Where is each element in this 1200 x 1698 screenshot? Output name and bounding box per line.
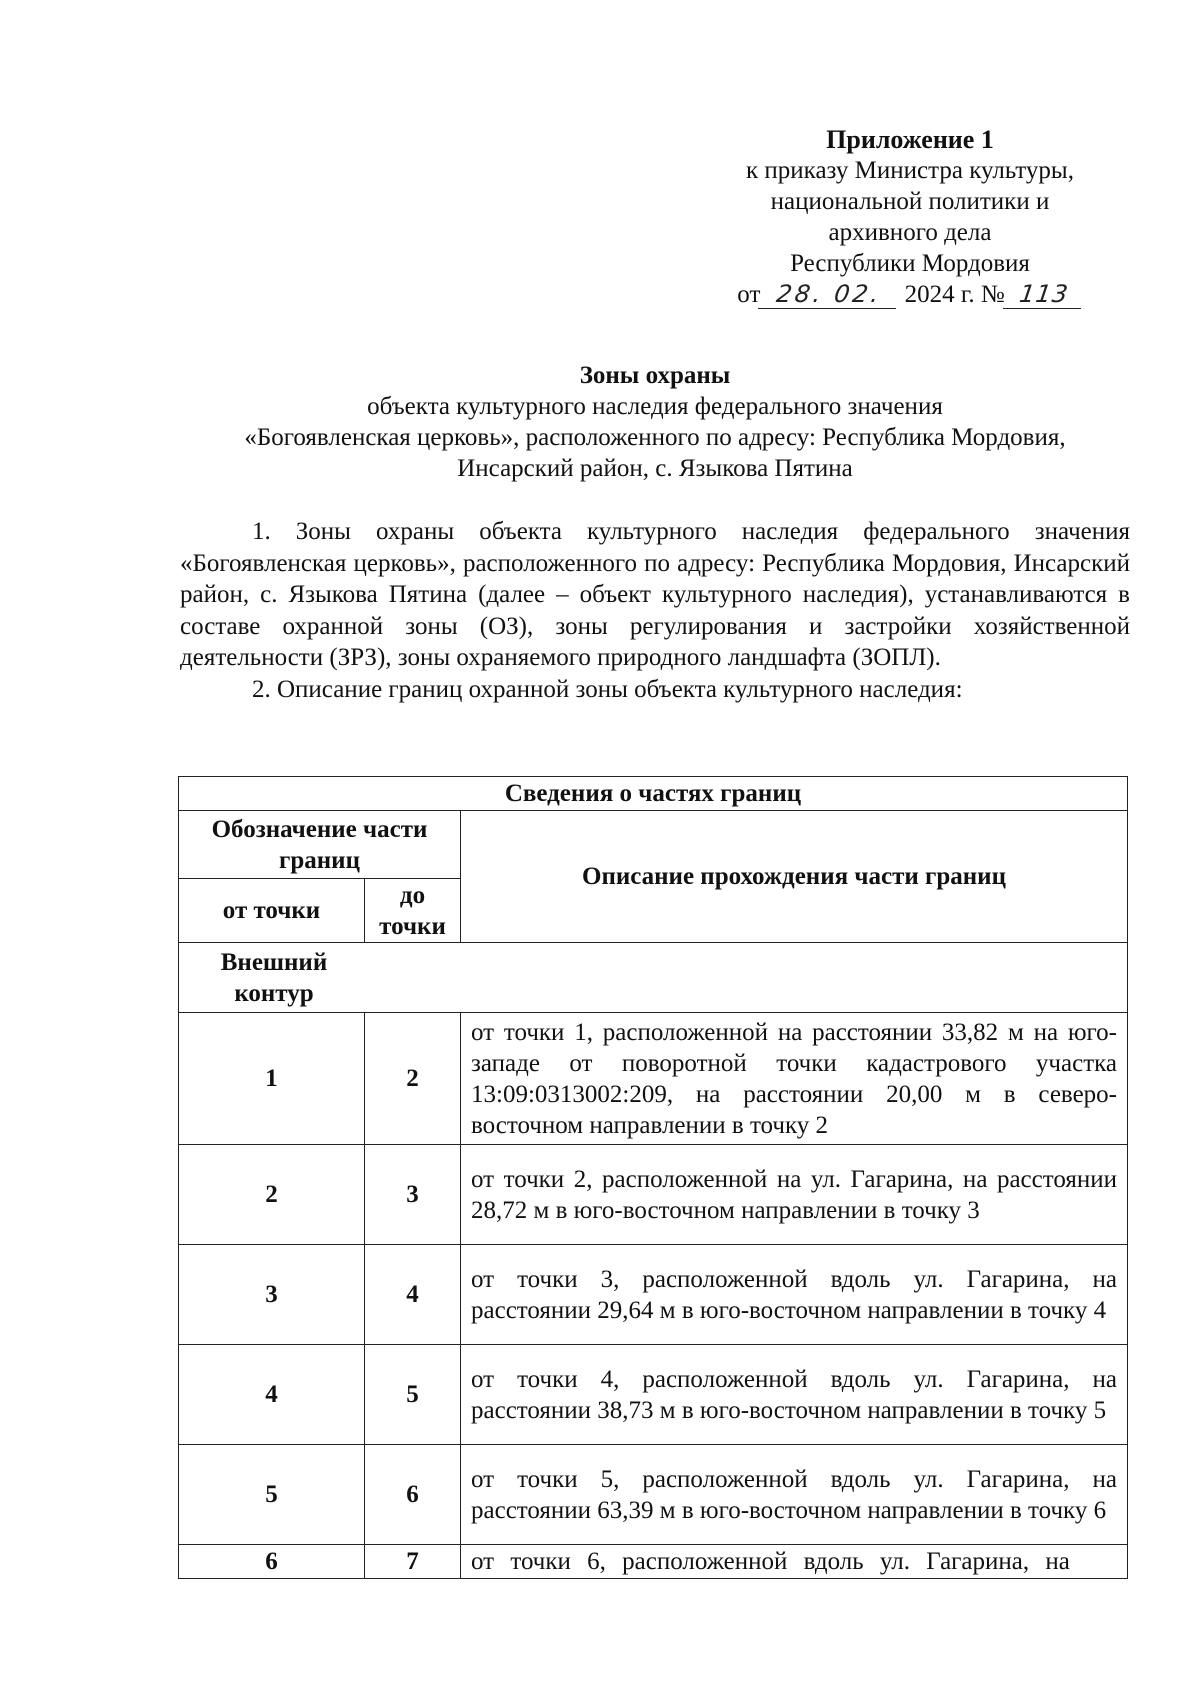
to-point: 7: [365, 1545, 461, 1579]
document-heading: [160, 360, 1150, 484]
table-caption: Сведения о частях границ: [179, 777, 1128, 811]
to-point: 4: [365, 1245, 461, 1345]
to-point: 3: [365, 1145, 461, 1245]
contour-label: Внешний контур: [220, 948, 328, 1007]
segment-description: от точки 3, расположенной вдоль ул. Гагарина, на расстоянии 29,64 м в юго-восточном направлении в точку 4: [461, 1245, 1128, 1345]
table-row: [179, 1545, 1128, 1579]
paragraph-2: 2. Описание границ охранной зоны объекта культурного наследия:: [252, 675, 963, 703]
appendix-line: архивного дела: [828, 219, 992, 246]
col-to-header: до точки: [365, 879, 461, 943]
appendix-line: к приказу Министра культуры,: [746, 157, 1074, 184]
handwritten-order-number: 113: [1003, 280, 1085, 309]
heading-line: Инсарский район, с. Языкова Пятина: [457, 455, 853, 482]
order-date-line: [700, 279, 1120, 310]
paragraph-1: 1. Зоны охраны объекта культурного наследия федерального значения «Богоявленская церковь», расположенного по адресу: Республика Мордовия, Инсарский район, с. Языкова Пятина (далее – объект культурного наследия), устанавливаются в составе охранной зоны (ОЗ), зоны регулирования и застройки хозяйственной деятельности (ЗРЗ), зоны охраняемого природного ландшафта (ЗОПЛ).: [180, 518, 1130, 671]
col-desc-header: Описание прохождения части границ: [461, 811, 1128, 943]
body-text: [180, 516, 1130, 705]
table-row: [179, 1445, 1128, 1545]
from-point: 6: [179, 1545, 365, 1579]
from-point: 5: [179, 1445, 365, 1545]
col-from-header: от точки: [179, 879, 365, 943]
segment-description: от точки 1, расположенной на расстоянии 33,82 м на юго-западе от поворотной точки кадастрового участка 13:09:0313002:209, на расстоянии 20,00 м в северо-восточном направлении в точку 2: [461, 1013, 1128, 1145]
from-point: 4: [179, 1345, 365, 1445]
from-point: 1: [179, 1013, 365, 1145]
boundary-table: [178, 776, 1128, 1579]
segment-description: от точки 4, расположенной вдоль ул. Гагарина, на расстоянии 38,73 м в юго-восточном направлении в точку 5: [461, 1345, 1128, 1445]
col-group-header: Обозначение части границ: [179, 811, 461, 879]
date-prefix: от: [737, 281, 761, 308]
handwritten-date: 28. 02.: [758, 280, 900, 309]
to-point: 2: [365, 1013, 461, 1145]
order-year-label: 2024 г. №: [904, 281, 1005, 308]
table-row: [179, 1145, 1128, 1245]
to-point: 5: [365, 1345, 461, 1445]
heading-title: Зоны охраны: [579, 362, 731, 389]
segment-description: от точки 2, расположенной на ул. Гагарина, на расстоянии 28,72 м в юго-восточном направлении в точку 3: [461, 1145, 1128, 1245]
segment-description: от точки 5, расположенной вдоль ул. Гагарина, на расстоянии 63,39 м в юго-восточном направлении в точку 6: [461, 1445, 1128, 1545]
table-row: [179, 1245, 1128, 1345]
appendix-title: Приложение 1: [826, 125, 994, 154]
table-row: [179, 1013, 1128, 1145]
appendix-line: национальной политики и: [770, 188, 1050, 215]
from-point: 2: [179, 1145, 365, 1245]
segment-description: от точки 6, расположенной вдоль ул. Гагарина, на: [461, 1545, 1128, 1579]
appendix-block: [700, 124, 1120, 310]
heading-line: «Богоявленская церковь», расположенного по адресу: Республика Мордовия,: [244, 424, 1066, 451]
to-point: 6: [365, 1445, 461, 1545]
appendix-line: Республики Мордовия: [790, 250, 1030, 277]
from-point: 3: [179, 1245, 365, 1345]
table-row: [179, 1345, 1128, 1445]
heading-line: объекта культурного наследия федерального значения: [367, 393, 943, 420]
contour-row: [179, 943, 1128, 1013]
